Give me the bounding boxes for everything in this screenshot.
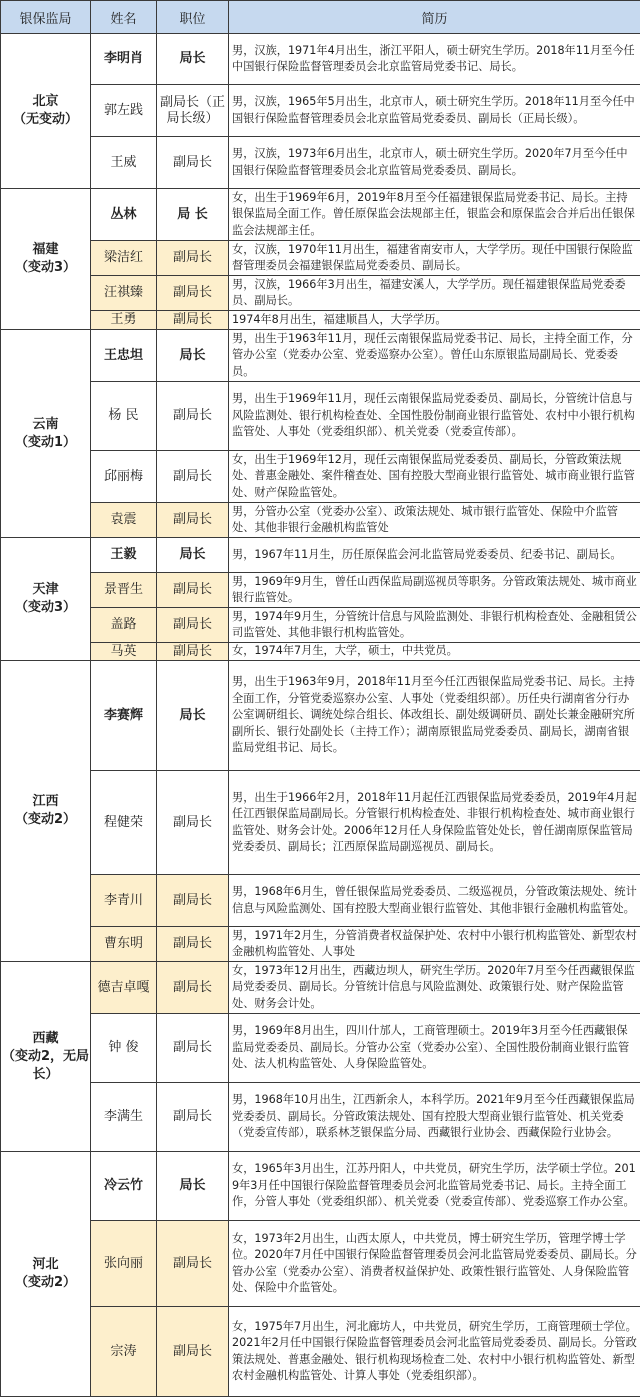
- bureau-change-note: （无变动）: [1, 111, 90, 129]
- person-name: 丛林: [91, 189, 157, 241]
- person-bio: 女，汉族，1970年11月出生，福建省南安市人，大学学历。现任中国银行保险监督管理委员会福建银保监局党委委员、副局长。: [229, 241, 640, 276]
- person-name: 王忠坦: [91, 330, 157, 382]
- person-name: 曹东明: [91, 927, 157, 962]
- table-row: [1, 1152, 640, 1221]
- person-bio: 男，1968年6月生，曾任银保监局党委委员、二级巡视员，分管政策法规处、统计信息与风险监测处、国有控股大型商业银行监管处、其他非银行金融机构监管处。: [229, 875, 640, 927]
- bureau-name: 北京: [1, 93, 90, 111]
- person-position: 副局长: [157, 875, 229, 927]
- person-position: 局长: [157, 1152, 229, 1221]
- bureau-name: 西藏: [1, 1030, 90, 1048]
- person-bio: 男，1969年8月出生，四川什邡人，工商管理硕士。2019年3月至今任西藏银保监局党委委员、副局长。分管办公室（党委办公室）、全国性股份制商业银行监管处、法人机构监管处、人身保险监管处。: [229, 1014, 640, 1083]
- person-position: 副局长: [157, 1014, 229, 1083]
- table-row: [1, 1221, 640, 1307]
- person-position: 局 长: [157, 189, 229, 241]
- person-position: 副局长: [157, 608, 229, 643]
- person-name: 王毅: [91, 538, 157, 573]
- bureau-name: 天津: [1, 581, 90, 599]
- person-name: 钟 俊: [91, 1014, 157, 1083]
- person-bio: 男，出生于1963年9月，2018年11月至今任江西银保监局党委书记、局长。主持全面工作，分管党委巡察办公室、人事处（党委组织部）。历任央行湖南省分行办公室调研组长、调统处综合组长、体改组长、副处级调研员、副处长兼金融研究所副所长、银行处副处长（主持工作）；湖南原银监局党委委员、副局长，湖南省银监局党组书记、局长。: [229, 661, 640, 771]
- table-row: [1, 608, 640, 643]
- table-row: [1, 962, 640, 1014]
- person-position: 副局长: [157, 1083, 229, 1152]
- person-position: 副局长: [157, 643, 229, 661]
- person-position: 副局长: [157, 451, 229, 503]
- person-bio: 男，汉族，1973年6月出生，北京市人，硕士研究生学历。2020年7月至今任中国银行保险监督管理委员会北京监管局党委委员、副局长。: [229, 137, 640, 189]
- person-name: 张向丽: [91, 1221, 157, 1307]
- person-bio: 女，1973年2月出生，山西太原人，中共党员，博士研究生学历，管理学博士学位。2020年7月任中国银行保险监督管理委员会河北监管局党委委员、副局长。分管办公室（党委办公室）、消费者权益保护处、政策性银行监管处、人身保险监管处、保险中介监管处。: [229, 1221, 640, 1307]
- table-row: [1, 1014, 640, 1083]
- person-position: 副局长: [157, 137, 229, 189]
- bureau-name: 江西: [1, 793, 90, 811]
- person-name: 李明肖: [91, 34, 157, 85]
- person-bio: 男，汉族，1966年3月出生，福建安溪人，大学学历。现任福建银保监局党委委员、副局长。: [229, 276, 640, 311]
- person-bio: 女，1975年7月出生，河北廊坊人，中共党员，研究生学历，工商管理硕士学位。2021年2月任中国银行保险监督管理委员会河北监管局党委委员、副局长。分管政策法规处、普惠金融处、银行机构现场检查二处、农村中小银行机构监管处、新型农村金融机构监管处、计算人事处（党委组织部）。: [229, 1307, 640, 1397]
- table-body: [1, 34, 640, 1397]
- bureau-cell: [1, 330, 91, 538]
- table-row: [1, 34, 640, 85]
- table-row: [1, 573, 640, 608]
- person-position: 副局长: [157, 276, 229, 311]
- person-position: 局长: [157, 330, 229, 382]
- table-row: [1, 875, 640, 927]
- person-name: 李青川: [91, 875, 157, 927]
- person-name: 袁震: [91, 503, 157, 538]
- person-bio: 女，1974年7月生，大学，硕士，中共党员。: [229, 643, 640, 661]
- table-header-row: [1, 1, 640, 34]
- person-bio: 男，1967年11月生，历任原保监会河北监管局党委委员、纪委书记、副局长。: [229, 538, 640, 573]
- person-position: 副局长: [157, 241, 229, 276]
- person-bio: 男，出生于1966年2月，2018年11月起任江西银保监局党委委员，2019年4月起任江西银保监局副局长。分管银行机构检查处、非银行机构检查处、城市商业银行监管处、财务会计处。2006年12月任人身保险监管处处长，曾任湖南原保监管局党委委员、副局长；江西原保监局副巡视员、副局长。: [229, 771, 640, 875]
- bureau-cell: [1, 1152, 91, 1397]
- person-name: 王威: [91, 137, 157, 189]
- person-position: 副局长: [157, 1307, 229, 1397]
- person-name: 邱丽梅: [91, 451, 157, 503]
- person-bio: 男，1969年9月生，曾任山西保监局副巡视员等职务。分管政策法规处、城市商业银行监管处。: [229, 573, 640, 608]
- table-row: [1, 643, 640, 661]
- bureau-cell: [1, 34, 91, 189]
- person-name: 郭左践: [91, 85, 157, 137]
- person-name: 梁洁红: [91, 241, 157, 276]
- header-position: 职位: [157, 1, 229, 34]
- person-position: 副局长: [157, 503, 229, 538]
- person-position: 副局长: [157, 382, 229, 451]
- person-position: 副局长: [157, 311, 229, 330]
- table-row: [1, 1307, 640, 1397]
- person-position: 局长: [157, 661, 229, 771]
- person-bio: 男，1971年2月生，分管消费者权益保护处、农村中小银行机构监管处、新型农村金融机构监管处、人事处: [229, 927, 640, 962]
- table-row: [1, 538, 640, 573]
- bureau-cell: [1, 189, 91, 330]
- person-position: 副局长（正局长级）: [157, 85, 229, 137]
- person-bio: 男，1968年10月出生，江西新余人，本科学历。2021年9月至今任西藏银保监局党委委员、副局长。分管政策法规处、国有控股大型商业银行监管处、机关党委（党委宣传部），联系林芝银保监分局、西藏银行业协会、西藏保险行业协会。: [229, 1083, 640, 1152]
- table-row: [1, 451, 640, 503]
- person-bio: 1974年8月出生，福建顺昌人，大学学历。: [229, 311, 640, 330]
- person-name: 德吉卓嘎: [91, 962, 157, 1014]
- table-row: [1, 85, 640, 137]
- header-bio: 简历: [229, 1, 640, 34]
- person-bio: 女，1973年12月出生，西藏边坝人，研究生学历。2020年7月至今任西藏银保监局党委委员、副局长。分管统计信息与风险监测处、政策银行处、财产保险监管处、财务会计处。: [229, 962, 640, 1014]
- bureau-change-note: （变动2，无局长）: [1, 1048, 90, 1084]
- table-row: [1, 137, 640, 189]
- person-bio: 男，出生于1963年11月，现任云南银保监局党委书记、局长，主持全面工作，分管办公室（党委办公室、党委巡察办公室）。曾任山东原银监局副局长、党委委员。: [229, 330, 640, 382]
- person-name: 景晋生: [91, 573, 157, 608]
- person-bio: 男，汉族，1965年5月出生，北京市人，硕士研究生学历。2018年11月至今任中国银行保险监督管理委员会北京监管局党委委员、副局长（正局长级）。: [229, 85, 640, 137]
- person-name: 汪祺臻: [91, 276, 157, 311]
- person-name: 程健荣: [91, 771, 157, 875]
- table-row: [1, 311, 640, 330]
- person-bio: 男，1974年9月生，分管统计信息与风险监测处、非银行机构检查处、金融租赁公司监管处、其他非银行机构监管处。: [229, 608, 640, 643]
- person-position: 副局长: [157, 962, 229, 1014]
- person-name: 盖路: [91, 608, 157, 643]
- person-name: 李赛辉: [91, 661, 157, 771]
- person-position: 副局长: [157, 1221, 229, 1307]
- person-name: 马英: [91, 643, 157, 661]
- person-bio: 男，汉族，1971年4月出生，浙江平阳人，硕士研究生学历。2018年11月至今任中国银行保险监督管理委员会北京监管局党委书记、局长。: [229, 34, 640, 85]
- table-row: [1, 276, 640, 311]
- bureau-change-note: （变动3）: [1, 259, 90, 277]
- person-bio: 女，出生于1969年6月，2019年8月至今任福建银保监局党委书记、局长。主持银保监局全面工作。曾任原保监会法规部主任，银监会和原保监会合并后出任银保监会法规部主任。: [229, 189, 640, 241]
- bureau-name: 云南: [1, 416, 90, 434]
- header-bureau: 银保监局: [1, 1, 91, 34]
- person-bio: 女，1965年3月出生，江苏丹阳人，中共党员，研究生学历，法学硕士学位。2019年3月任中国银行保险监督管理委员会河北监管局党委书记、局长。主持全面工作，分管人事处（党委组织部）、机关党委（党委宣传部）、党委巡察工作办公室。: [229, 1152, 640, 1221]
- person-position: 局长: [157, 538, 229, 573]
- person-position: 副局长: [157, 573, 229, 608]
- table-row: [1, 382, 640, 451]
- person-name: 杨 民: [91, 382, 157, 451]
- bureau-change-note: （变动2）: [1, 811, 90, 829]
- bureau-change-note: （变动2）: [1, 1274, 90, 1292]
- person-name: 宗涛: [91, 1307, 157, 1397]
- header-name: 姓名: [91, 1, 157, 34]
- bureau-name: 福建: [1, 241, 90, 259]
- person-bio: 男，分管办公室（党委办公室）、政策法规处、城市银行监管处、保险中介监管处、其他非银行金融机构监管处: [229, 503, 640, 538]
- bureau-change-note: （变动1）: [1, 434, 90, 452]
- person-name: 冷云竹: [91, 1152, 157, 1221]
- person-position: 副局长: [157, 927, 229, 962]
- bureau-name: 河北: [1, 1256, 90, 1274]
- table-row: [1, 189, 640, 241]
- person-name: 李满生: [91, 1083, 157, 1152]
- bureau-cell: [1, 661, 91, 962]
- bureau-cell: [1, 538, 91, 661]
- table-row: [1, 661, 640, 771]
- person-position: 副局长: [157, 771, 229, 875]
- bureau-change-note: （变动3）: [1, 599, 90, 617]
- person-bio: 男，出生于1969年11月，现任云南银保监局党委委员、副局长，分管统计信息与风险监测处、银行机构检查处、全国性股份制商业银行监管处、农村中小银行机构监管处、人事处（党委组织部）、机关党委（党委宣传部）。: [229, 382, 640, 451]
- table-row: [1, 771, 640, 875]
- table-row: [1, 241, 640, 276]
- table-row: [1, 1083, 640, 1152]
- person-name: 王勇: [91, 311, 157, 330]
- person-bio: 女，出生于1969年12月，现任云南银保监局党委委员、副局长，分管政策法规处、普惠金融处、案件稽查处、国有控股大型商业银行监管处、城市商业银行监管处、财产保险监管处。: [229, 451, 640, 503]
- table-row: [1, 927, 640, 962]
- person-position: 局长: [157, 34, 229, 85]
- table-row: [1, 330, 640, 382]
- table-row: [1, 503, 640, 538]
- bureau-cell: [1, 962, 91, 1152]
